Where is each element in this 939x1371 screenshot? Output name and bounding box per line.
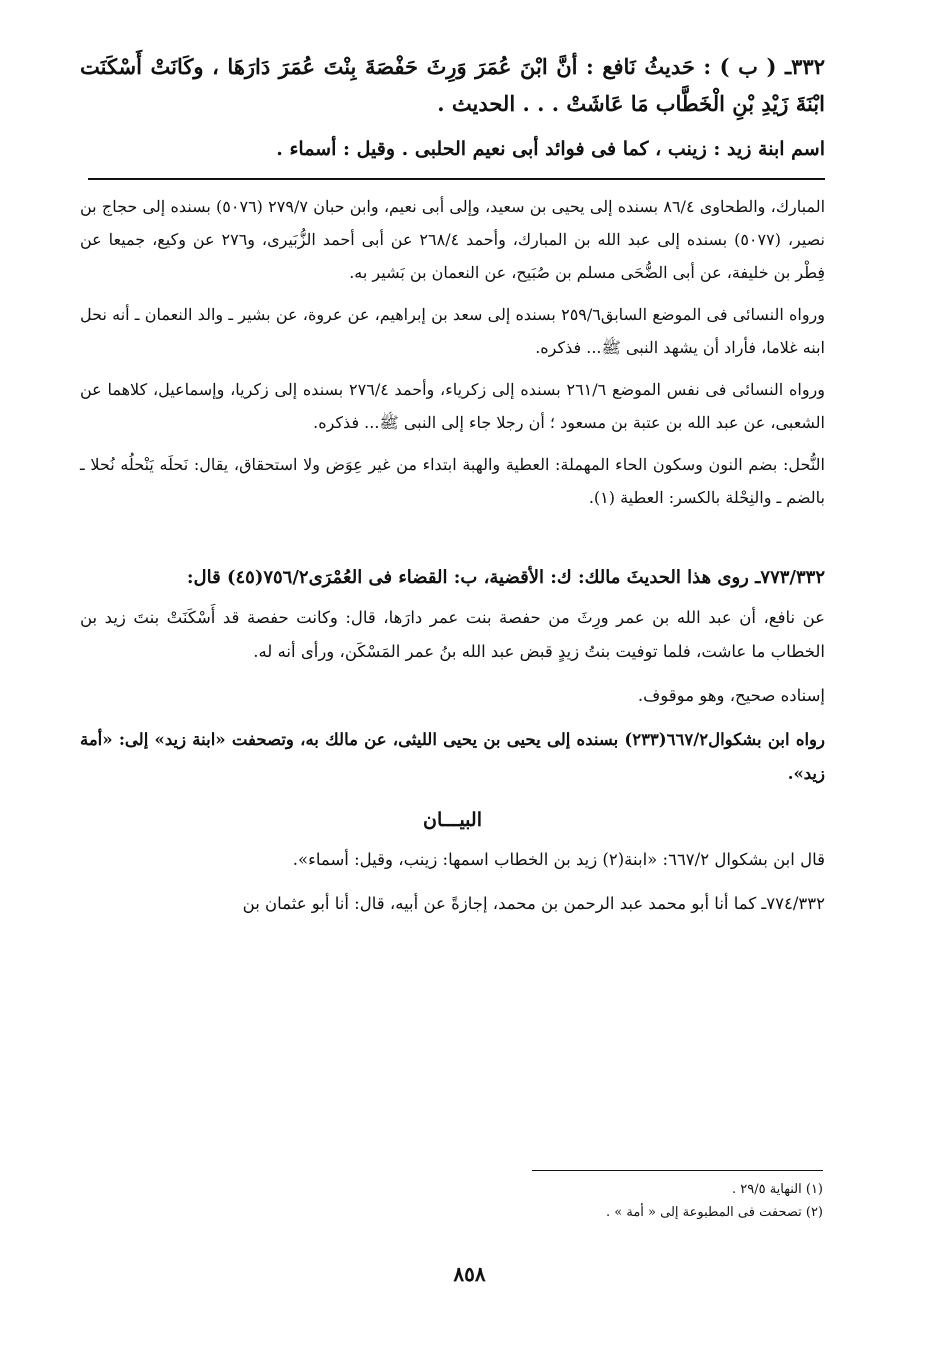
page-number: ٨٥٨ — [453, 1262, 486, 1286]
footnote-2: (٢) تصحفت فى المطبوعة إلى « أمة » . — [606, 1205, 823, 1220]
paragraph-definition: النُّحل: بضم النون وسكون الحاء المهملة: العطية والهبة ابتداء من غير عِوَض ولا استحقاق، يقال: نَحلَه يَنْحلُه نُحلا ـ بالضم ـ والنِحْلة بالكسر: العطية (١). — [80, 455, 825, 507]
paragraph-takhrij-3: ورواه النسائى فى نفس الموضع ٢٦١/٦ بسنده إلى زكرياء، وأحمد ٢٧٦/٤ بسنده إلى زكريا، وإسماعيل، كلاهما عن الشعبى، عن عبد الله بن عتبة بن مسعود ؛ أن رجلا جاء إلى النبى ﷺ... فذكره. — [80, 380, 826, 432]
paragraph-takhrij-1: المبارك، والطحاوى ٨٦/٤ بسنده إلى يحيى بن سعيد، وإلى أبى نعيم، وابن حبان ٢٧٩/٧ (٥٠٧٦) بسنده إلى حجاج بن نصير، (٥٠٧٧) بسنده إلى عبد الله بن المبارك، وأحمد ٢٦٨/٤ عن أبى أحمد الزُّبَيرى، و٢٧٦ عن وكيع، جميعا عن فِطْر بن خليفة، عن أبى الضُّحَى مسلم بن صُبَيح، عن النعمان بن بَشير به. — [80, 197, 826, 282]
isnad-grade: إسناده صحيح، وهو موقوف. — [637, 686, 825, 705]
footnote-1: (١) النهاية ٢٩/٥ . — [731, 1182, 823, 1197]
section-gap — [80, 523, 825, 561]
bayan-text: قال ابن بشكوال ٦٦٧/٢: «ابنة(٢) زيد بن الخطاب اسمها: زينب، وقيل: أسماء». — [292, 850, 825, 869]
separator-rule — [88, 178, 825, 180]
page-content — [80, 48, 825, 931]
hadith-header: ٣٣٢ـ ( ب ) : حَديثُ نَافع : أنَّ ابْنَ عُمَرَ وَرِثَ حَفْصَةَ بِنْتَ عُمَرَ دَارَهَا ، وكَانَتْ أَسْكَنَت ابْنَةَ زَيْدِ بْنِ الْخَطَّاب مَا عَاشَتْ . . . الحديث . — [80, 54, 825, 116]
hadith-text: عن نافع، أن عبد الله بن عمر ورِثَ من حفصة بنت عمر دارَها، قال: وكانت حفصة قد أَسْكَنَتْ بنتَ زيد بن الخطاب ما عاشت، فلما توفيت بنتُ زيدٍ قبض عبد الله بنُ عمر المَسْكَن، ورأى أنه له. — [80, 608, 825, 661]
footnote-rule — [532, 1170, 823, 1171]
next-hadith-start: ٧٧٤/٣٣٢ـ كما أنا أبو محمد عبد الرحمن بن محمد، إجازةً عن أبيه، قال: أنا أبو عثمان بن — [242, 894, 825, 913]
bayan-title: البيـــان — [423, 809, 482, 831]
paragraph-takhrij-2: ورواه النسائى فى الموضع السابق٢٥٩/٦ بسنده إلى سعد بن إبراهيم، عن عروة، عن بشير ـ والد النعمان ـ أنه نحل ابنه غلاما، فأراد أن يشهد النبى ﷺ... فذكره. — [80, 305, 826, 357]
header-note: اسم ابنة زيد : زينب ، كما فى فوائد أبى نعيم الحلبى . وقيل : أسماء . — [276, 138, 825, 160]
ibn-bashkuwal-report: رواه ابن بشكوال٦٦٧/٢(٢٣٣) بسنده إلى يحيى بن يحيى الليثى، عن مالك به، وتصحفت «ابنة زيد» إلى: «أمة زيد». — [80, 730, 825, 783]
section-heading: ٧٧٣/٣٣٢ـ روى هذا الحديثَ مالك: ك: الأقضية، ب: القضاء فى العُمْرَى٧٥٦/٢(٤٥) قال: — [186, 567, 825, 588]
footnotes — [300, 1178, 823, 1224]
